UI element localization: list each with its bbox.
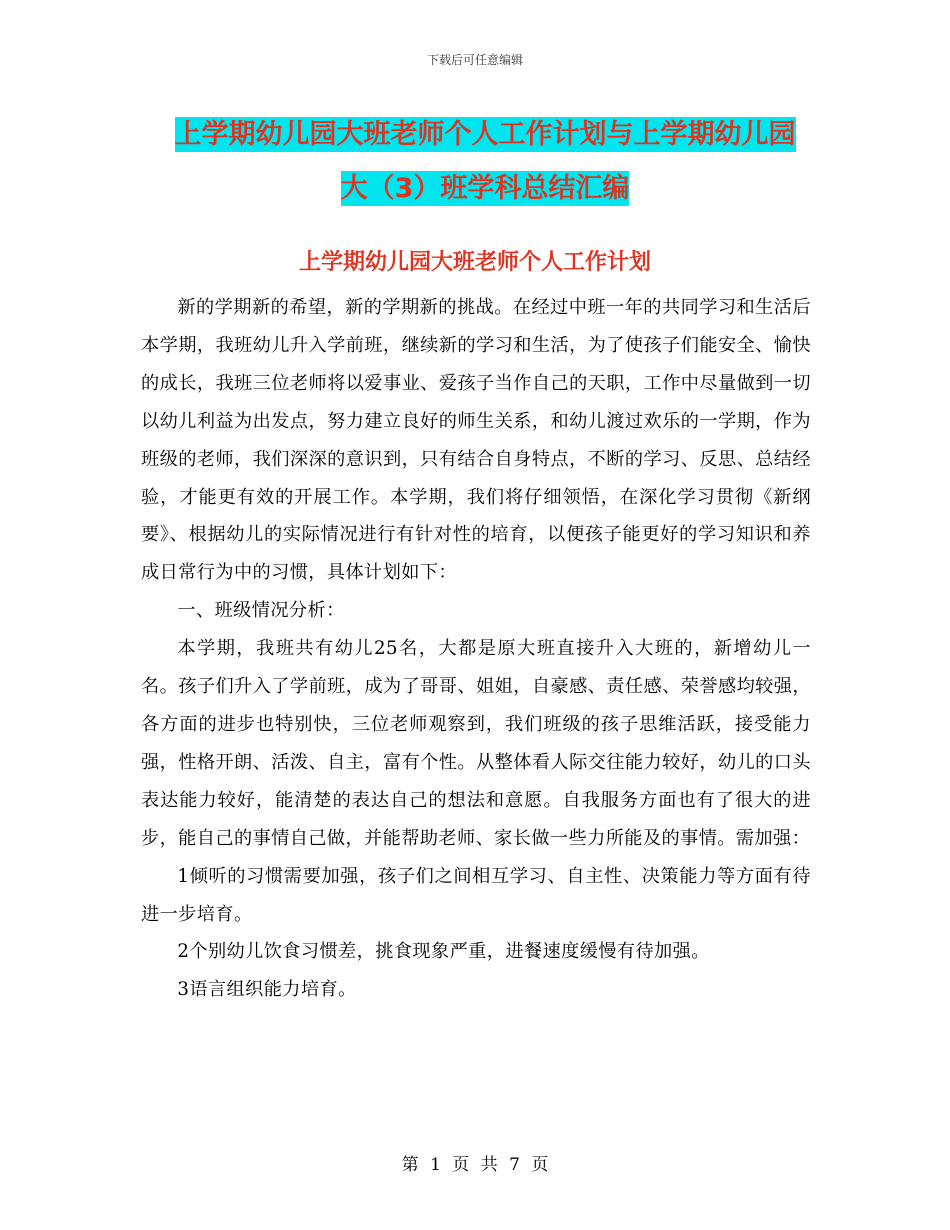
body-text (141, 289, 811, 1009)
paragraph-class-analysis: 本学期，我班共有幼儿25名，大都是原大班直接升入大班的，新增幼儿一名。孩子们升入了学前班，成为了哥哥、姐姐，自豪感、责任感、荣誉感均较强，各方面的进步也特别快，三位老师观察到，我们班级的孩子思维活跃，接受能力强，性格开朗、活泼、自主，富有个性。从整体看人际交往能力较好，幼儿的口头表达能力较好，能清楚的表达自己的想法和意愿。自我服务方面也有了很大的进步，能自己的事情自己做，并能帮助老师、家长做一些力所能及的事情。需加强： (141, 638, 811, 849)
section-title: 上学期幼儿园大班老师个人工作计划 (298, 250, 651, 275)
paragraph-item-1: 1倾听的习惯需要加强，孩子们之间相互学习、自主性、决策能力等方面有待进一步培育。 (141, 865, 811, 925)
header-note: 下载后可任意编辑 (426, 53, 523, 67)
document-title (140, 108, 830, 216)
page-footer: 第 1 页 共 7 页 (401, 1155, 549, 1175)
title-line-1: 上学期幼儿园大班老师个人工作计划与上学期幼儿园 (174, 119, 796, 150)
paragraph-intro: 新的学期新的希望，新的学期新的挑战。在经过中班一年的共同学习和生活后本学期，我班幼儿升入学前班，继续新的学习和生活，为了使孩子们能安全、愉快的成长，我班三位老师将以爱事业、爱孩子当作自己的天职，工作中尽量做到一切以幼儿利益为出发点，努力建立良好的师生关系，和幼儿渡过欢乐的一学期，作为班级的老师，我们深深的意识到，只有结合自身特点，不断的学习、反思、总结经验，才能更有效的开展工作。本学期，我们将仔细领悟，在深化学习贯彻《新纲要》、根据幼儿的实际情况进行有针对性的培育，以便孩子能更好的学习知识和养成日常行为中的习惯，具体计划如下： (141, 297, 811, 584)
paragraph-item-3: 3语言组织能力培育。 (177, 979, 357, 1001)
paragraph-item-2: 2个别幼儿饮食习惯差，挑食现象严重，进餐速度缓慢有待加强。 (177, 941, 710, 963)
title-line-2: 大（3）班学科总结汇编 (340, 173, 630, 204)
paragraph-heading-class-analysis: 一、班级情况分析： (177, 600, 345, 622)
